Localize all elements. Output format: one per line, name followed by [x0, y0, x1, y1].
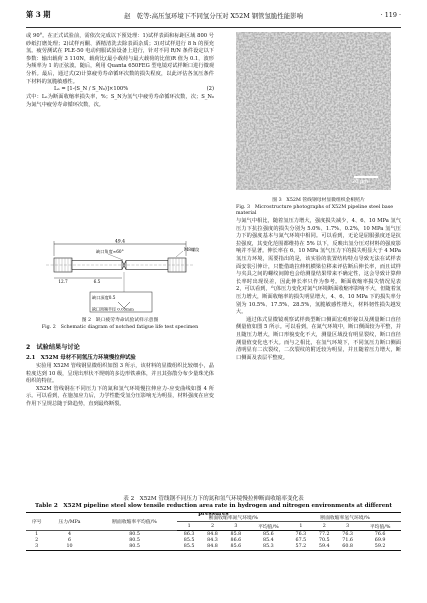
section-2-text — [26, 363, 214, 409]
table-cell: 57.2 — [289, 544, 312, 551]
table-row — [26, 544, 401, 551]
column-header: 3 — [346, 523, 350, 529]
thread-label: M8螺纹 — [184, 247, 200, 252]
table-cell: 4 — [47, 531, 91, 538]
page-number: · 119 · — [380, 11, 401, 19]
column-header: 1 — [187, 523, 191, 529]
table-cell: 76.6 — [359, 531, 401, 538]
table-cell: 85.6 — [248, 531, 290, 538]
figure-3-caption — [236, 198, 401, 218]
table-cell: 67.5 — [295, 538, 307, 544]
equation-2 — [26, 86, 214, 94]
notch-depth-label: 缺口深度0.5 — [92, 295, 116, 300]
dimension-gauge: 6.5 — [93, 279, 101, 284]
left-column-text — [26, 33, 214, 109]
section-title: 2 试验结果与讨论 — [26, 344, 80, 351]
column-header: 断面收缩率平均值/% — [92, 513, 178, 531]
issue-number: 第 3 期 — [26, 10, 51, 19]
paragraph: X52M 管线钢在不同压力下的氮和氢气环境慢拉伸应力-应变曲线如图 4 所示。可以看到，在施加应力后，力学性能受氢分压影响无为明显，材料强度在应变作用下呈规总随于降趋势，直到最终断裂。 — [26, 385, 214, 407]
table-cell: 85.4 — [263, 538, 274, 544]
column-header: 1 — [299, 523, 303, 529]
table-cell: 10 — [47, 544, 91, 551]
paragraph: 与氮气中相比，随着氢压力增大，强度损失减少，4、6、10 MPa 氢气压力下抗拉强度的损失分别为 5.0%、1.7%、0.2%，10 MPa 氢气压力下的强度基本与氮气环境中相同。可以看到，无论是屈服强度还是抗拉强度，其变化范围都维持在 5% 以下，反映出氢分压对材料的强度影响并不显著。伸长率在 6、10 MPa 氢气压力下的损失明显大于 4 MPa 氢压力环境，需要指出的是，该实验的装置结构特点导致无法在试样表面安装引伸计，只能借助拉伸机横梁位移来评估断后伸长率，而且试样与夹具之间的螺纹间隙也会给测量结果带来不确定性，这会导致计算伸长率时出现误差，因此伸长率只作为参考。断面收缩率损失情况见表 2，可以看到，气体压力变化对氮气环境断面收缩率影响不大，但随着氢压力增大，断面收缩率的损失明显增大，4、6、10 MPa 下的损失率分别为 10.5%、17.5%、28.5%，氢脆敏感性增大，材料韧性损失越发大。 — [236, 218, 401, 316]
scale-bar-label: 20 μm — [352, 179, 369, 185]
group-header: 断面收缩率氮气环境/% — [177, 513, 289, 522]
table-cell: 80.5 — [92, 531, 178, 538]
column-header: 平均值/% — [369, 524, 391, 530]
table-cell: 71.6 — [342, 538, 353, 544]
equation: Lₙ = [1-(S_N / S_N₀)]×100% — [54, 86, 129, 93]
table-cell: 76.3 — [289, 531, 312, 538]
table-cell: 80.5 — [129, 538, 140, 544]
table-cell: 69.9 — [374, 538, 386, 544]
equation-number: (2) — [206, 86, 214, 93]
table-cell: 80.5 — [92, 544, 178, 551]
caption-en: Fig. 3 Microstructure photographs of X52M pipeline steel base material — [236, 204, 394, 217]
column-header: 序号 — [26, 513, 47, 531]
caption-cn: 图 3 X52M 管线钢母材显微组织金相照片 — [272, 198, 365, 203]
table-cell: 76.3 — [336, 531, 359, 538]
caption-cn: 图 2 缺口疲劳寿命试验试样示意图 — [81, 318, 159, 323]
table-cell: 85.5 — [177, 544, 200, 551]
table-cell: 84.3 — [207, 538, 218, 544]
table-cell: 86.3 — [177, 531, 200, 538]
page-header — [26, 8, 401, 21]
table-2 — [26, 512, 401, 551]
table-cell: 86.6 — [230, 538, 242, 544]
table-cell: 59.2 — [359, 544, 401, 551]
notch-radius-label: 缺口顶端半径 0.05mm — [92, 306, 134, 312]
right-column-text — [236, 218, 401, 362]
table-cell: 60.8 — [336, 544, 359, 551]
column-header: 2 — [210, 523, 215, 529]
column-header: 平均值/% — [258, 524, 279, 530]
caption-en: Fig. 2 Schematic diagram of notched fatigue life test specimen — [41, 324, 199, 330]
micrograph-image — [236, 32, 391, 190]
table-row — [26, 531, 401, 538]
table-cell: 59.4 — [313, 544, 336, 551]
paragraph: 式中：Lₙ为断面收缩率损失率，%；S_N为氢气中疲劳寿命循环次数，次；S_N₀为氮气中疲劳寿命循环次数，次。 — [26, 94, 214, 108]
paragraph: 通过体式显微镜观察试样典型断口侧面宏观形貌以及测量断口直径侧量值如图 5 所示。可以看到，在氮气环境中，断口侧面较为平整，并且随压力增大，断口形貌变化不大，测量区域没有明显裂纹，断口直径测量值变化也不大。而与之相比，在氢气环境下，不同氢压力断口侧面清明显有二次裂纹，二次裂纹的附近较为明显，并且随着压力增大，断口侧面及表层平整度。 — [236, 316, 401, 361]
scale-bar — [354, 176, 378, 178]
table-cell: 84.8 — [201, 531, 224, 538]
table-cell: 85.5 — [183, 538, 195, 544]
specimen-drawing — [26, 236, 214, 316]
dimension-grip: 12.7 — [58, 279, 68, 284]
caption-en: Table 2 X52M pipeline steel slow tensile reduction area rate in hydrogen and nitrogen environments at different pressures — [35, 503, 392, 517]
caption-cn: 表 2 X52M 管线钢不同压力下的氮和氢气环境慢拉伸断面收缩率变化表 — [123, 496, 304, 502]
table-cell: 3 — [26, 544, 47, 551]
table-cell: 6 — [67, 538, 72, 544]
column-header: 3 — [234, 523, 238, 529]
running-title: 赵 乾等:高压氢环境下不同氢分压对 X52M 钢管氢脆性能影响 — [124, 12, 303, 20]
group-header: 断面收缩率氢气环境/% — [289, 513, 401, 522]
table-cell: 1 — [26, 531, 47, 538]
column-header: 压力/MPa — [47, 513, 91, 531]
table-cell: 85.8 — [224, 531, 247, 538]
figure-2-caption — [26, 318, 214, 331]
table-cell: 77.2 — [313, 531, 336, 538]
subsection-title: 2.1 X52M 母材不同氢压力环境慢拉伸试验 — [26, 355, 136, 361]
figure-2-specimen — [26, 236, 214, 316]
table-cell: 2 — [35, 538, 39, 544]
column-header: 2 — [322, 523, 326, 529]
table-cell: 85.3 — [248, 544, 290, 551]
header-rule — [26, 27, 401, 28]
table-cell: 84.8 — [201, 544, 224, 551]
paragraph: 或 90°。在正式试验前，需依次完成以下预处理：1)试样表面和标距区域 800 号砂纸打磨处理；2)试样丙酮、酒精清洗去除表面杂质；3)对试样进行 8 h 的预充氢。疲劳测试在 PLE-50 电动伺服试验设备上进行，针对不同 R/N 条件设定以下参数：输出载荷 3 110N，载荷比(最小载荷与最大载荷的比值)R 值为 0.1，波形为频率为 1 的正弦波。随后，利用 Quanta 650FEG 型电镜对试样断口进行微观分析。最后，通过式(2)计算疲劳寿命循环次数的损失程度，以此评估各氢压条件下材料的氢脆敏感性。 — [26, 33, 214, 85]
table-cell: 70.5 — [318, 538, 330, 544]
table-cell: 85.6 — [224, 544, 247, 551]
dimension-total-length: 49.4 — [114, 239, 126, 245]
notch-angle-label: 缺口角度≈60° — [96, 249, 124, 254]
paragraph: 实验用 X52M 管线钢显微组织如图 3 所示，该材料的显微组织比较细小，晶粒度达到 10 级，呈现出形状不规则的多边形铁素体，并且其弥散分布少量珠光体组织的特征。 — [26, 363, 214, 385]
figure-3-micrograph — [236, 32, 391, 190]
